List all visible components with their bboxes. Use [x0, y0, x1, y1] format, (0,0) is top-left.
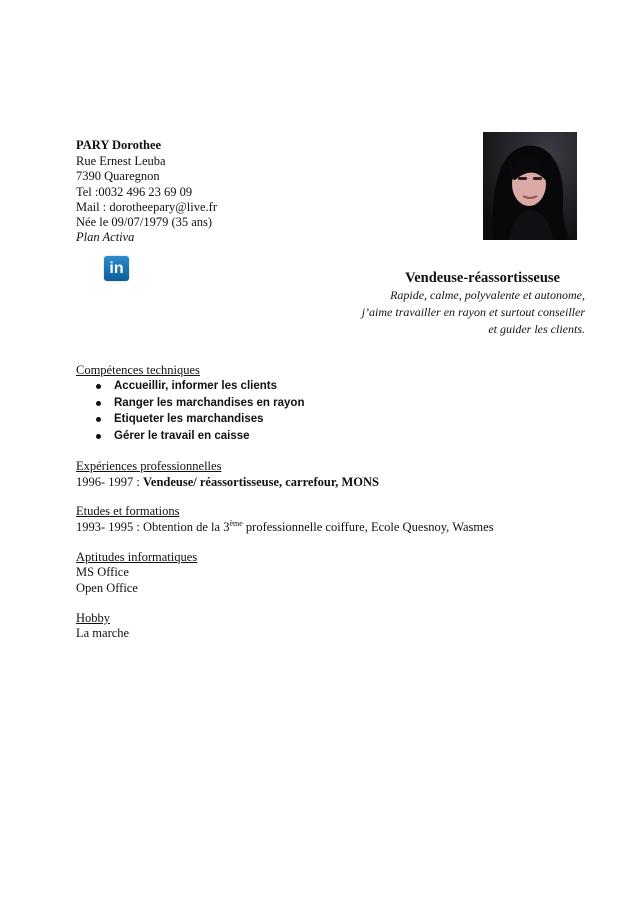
hobby-item: La marche	[76, 626, 130, 640]
list-item: Etiqueter les marchandises	[92, 411, 304, 428]
skills-heading: Compétences techniques	[76, 363, 200, 377]
job-title: Vendeuse-réassortisseuse	[405, 270, 560, 286]
skills-list	[92, 378, 304, 444]
email-address: Mail : dorotheepary@live.fr	[76, 200, 217, 214]
tagline-line-3: et guider les clients.	[488, 322, 585, 336]
candidate-name: PARY Dorothee	[76, 138, 162, 152]
list-item: Ranger les marchandises en rayon	[92, 395, 304, 412]
profile-photo	[483, 132, 577, 240]
birth-date: Née le 09/07/1979 (35 ans)	[76, 215, 213, 229]
it-item-open-office: Open Office	[76, 581, 138, 595]
bullet-icon	[96, 417, 101, 422]
experience-entry	[76, 474, 379, 490]
list-item: Gérer le travail en caisse	[92, 428, 304, 445]
hobby-heading: Hobby	[76, 611, 111, 625]
bullet-icon	[96, 384, 101, 389]
experience-heading: Expériences professionnelles	[76, 459, 222, 473]
education-entry: 1993- 1995 : Obtention de la 3ème professionnelle coiffure, Ecole Quesnoy, Wasmes	[76, 519, 494, 534]
bullet-icon	[96, 401, 101, 406]
experience-role: Vendeuse/ réassortisseuse, carrefour, MONS	[143, 475, 379, 489]
list-item: Accueillir, informer les clients	[92, 378, 304, 395]
linkedin-label: in	[109, 260, 124, 277]
profile-tagline	[285, 287, 585, 338]
it-item-ms-office: MS Office	[76, 565, 129, 579]
it-heading: Aptitudes informatiques	[76, 550, 198, 564]
bullet-icon	[96, 434, 101, 439]
experience-dates: 1996- 1997 :	[76, 475, 144, 489]
address-city: 7390 Quaregnon	[76, 169, 160, 183]
plan-activa: Plan Activa	[76, 230, 135, 244]
phone-number: Tel :0032 496 23 69 09	[76, 185, 193, 199]
linkedin-icon[interactable]	[104, 256, 129, 281]
education-heading: Etudes et formations	[76, 504, 180, 518]
tagline-line-1: Rapide, calme, polyvalente et autonome,	[390, 288, 585, 302]
address-street: Rue Ernest Leuba	[76, 154, 166, 168]
tagline-line-2: j’aime travailler en rayon et surtout conseiller	[361, 305, 585, 319]
